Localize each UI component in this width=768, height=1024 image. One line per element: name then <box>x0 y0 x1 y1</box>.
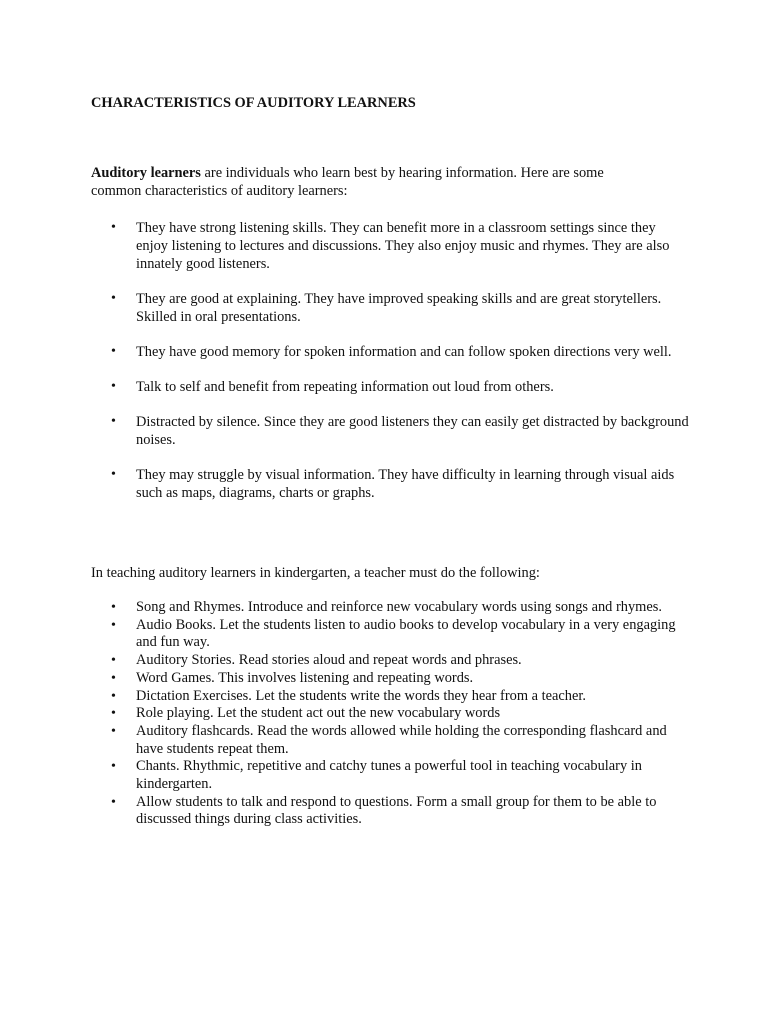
list-item <box>91 219 691 273</box>
list-item <box>91 413 691 449</box>
bullet-icon: • <box>111 379 116 394</box>
teaching-intro: In teaching auditory learners in kindergarten, a teacher must do the following: <box>91 565 540 581</box>
document-title: CHARACTERISTICS OF AUDITORY LEARNERS <box>91 95 416 111</box>
list-item <box>91 378 691 396</box>
bullet-icon: • <box>111 759 116 775</box>
bullet-icon: • <box>111 688 116 704</box>
teaching-tips-list <box>91 599 691 829</box>
bullet-icon: • <box>111 344 116 359</box>
list-item <box>91 670 691 688</box>
bullet-icon: • <box>111 670 116 686</box>
bullet-icon: • <box>111 600 116 615</box>
list-item-text: Word Games. This involves listening and repeating words. <box>136 669 474 686</box>
intro-text: are individuals who learn best by hearing information. Here are some common characteristics of auditory learners: <box>91 165 604 199</box>
list-item <box>91 343 691 361</box>
list-item-text: Song and Rhymes. Introduce and reinforce new vocabulary words using songs and rhymes. <box>136 599 662 615</box>
list-item <box>91 652 691 670</box>
list-item-text: They have good memory for spoken information and can follow spoken directions very well. <box>136 344 672 360</box>
list-item-text: Allow students to talk and respond to questions. Form a small group for them to be able to discussed things during class activities. <box>136 793 657 828</box>
list-item-text: Audio Books. Let the students listen to audio books to develop vocabulary in a very engaging and fun way. <box>136 616 676 651</box>
list-item <box>91 705 691 723</box>
bullet-icon: • <box>111 794 116 810</box>
list-item-text: They are good at explaining. They have improved speaking skills and are great storytellers. Skilled in oral presentations. <box>136 291 662 325</box>
list-item-text: Auditory Stories. Read stories aloud and repeat words and phrases. <box>136 652 522 669</box>
list-item-text: They may struggle by visual information. They have difficulty in learning through visual aids such as maps, diagrams, charts or graphs. <box>136 467 675 501</box>
list-item <box>91 599 691 617</box>
list-item-text: Talk to self and benefit from repeating information out loud from others. <box>136 379 554 395</box>
list-item <box>91 688 691 706</box>
intro-paragraph <box>91 164 651 200</box>
list-item <box>91 466 691 502</box>
list-item-text: Distracted by silence. Since they are good listeners they can easily get distracted by background noises. <box>136 414 689 448</box>
bullet-icon: • <box>111 220 116 235</box>
bullet-icon: • <box>111 467 116 482</box>
list-item <box>91 723 691 758</box>
list-item-text: Dictation Exercises. Let the students write the words they hear from a teacher. <box>136 687 586 704</box>
characteristics-list <box>91 219 691 519</box>
bullet-icon: • <box>111 653 116 669</box>
list-item <box>91 290 691 326</box>
bullet-icon: • <box>111 723 116 739</box>
list-item-text: They have strong listening skills. They can benefit more in a classroom settings since they enjoy listening to lectures and discussions. They also enjoy music and rhymes. They are also innately good listeners. <box>136 220 670 272</box>
list-item-text: Role playing. Let the student act out the new vocabulary words <box>136 705 501 722</box>
list-item <box>91 758 691 793</box>
bullet-icon: • <box>111 706 116 722</box>
bullet-icon: • <box>111 291 116 306</box>
intro-bold-term: Auditory learners <box>91 165 201 181</box>
bullet-icon: • <box>111 617 116 633</box>
list-item <box>91 794 691 829</box>
bullet-icon: • <box>111 414 116 429</box>
list-item-text: Auditory flashcards. Read the words allowed while holding the corresponding flashcard and have students repeat them. <box>136 722 667 757</box>
list-item <box>91 617 691 652</box>
list-item-text: Chants. Rhythmic, repetitive and catchy tunes a powerful tool in teaching vocabulary in kindergarten. <box>136 758 642 793</box>
